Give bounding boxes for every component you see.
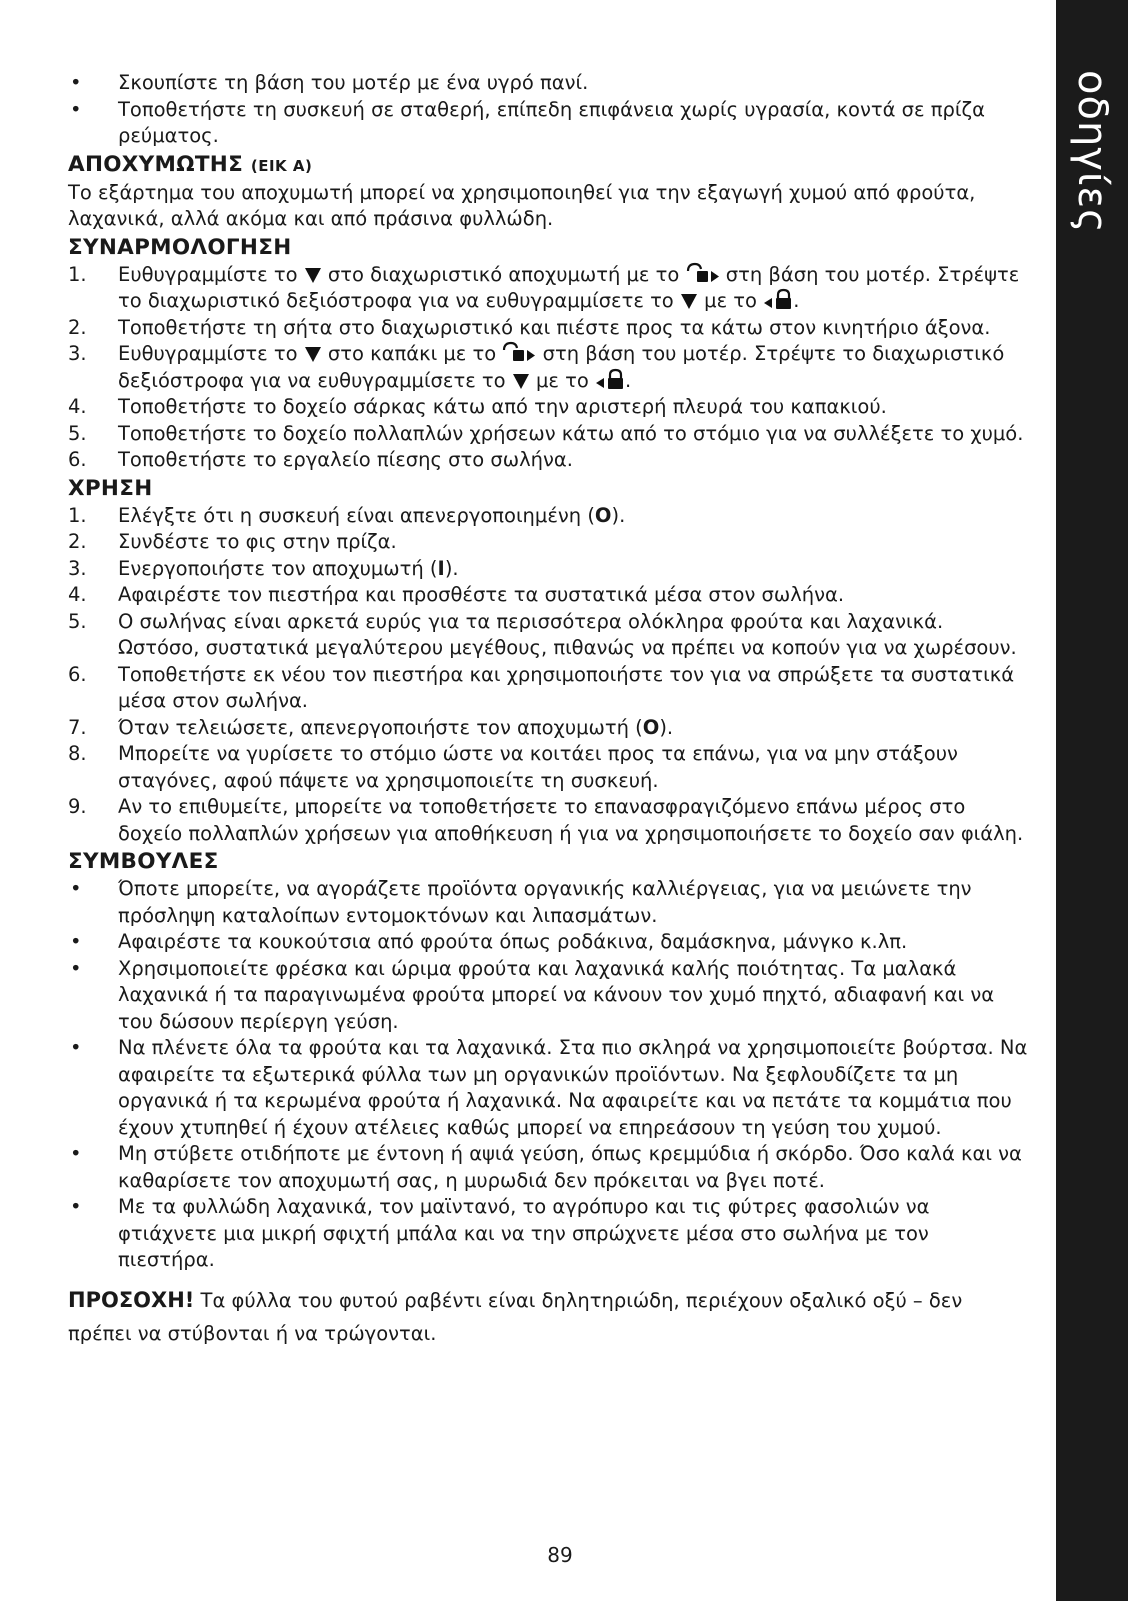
step-number: 2. [68,315,87,339]
tip-text: Αφαιρέστε τα κουκούτσια από φρούτα όπως ροδάκινα, δαμάσκηνα, μάνγκο κ.λπ. [118,930,908,953]
list-item [68,956,1028,1036]
bullet-text: Σκουπίστε τη βάση του μοτέρ με ένα υγρό πανί. [118,71,589,94]
bullet-marker: • [70,1036,82,1059]
arrow-lock-icon [595,368,625,390]
usage-step [68,582,1028,609]
step-number: 3. [68,556,87,580]
tip-text: Όποτε μπορείτε, να αγοράζετε προϊόντα οργανικής καλλιέργειας, για να μειώνετε την πρόσληψη καταλοίπων εντομοκτόνων και λιπασμάτων. [118,877,972,927]
step-text: στο διαχωριστικό αποχυμωτή με το [327,262,680,286]
bullet-marker: • [70,97,82,121]
step-text: Τοποθετήστε τη σήτα στο διαχωριστικό και πιέστε προς τα κάτω στον κινητήριο άξονα. [118,315,991,339]
assembly-step [68,315,1028,342]
bullet-marker: • [70,930,82,953]
juicer-text: Το εξάρτημα του αποχυμωτή μπορεί να χρησιμοποιηθεί για την εξαγωγή χυμού από φρούτα, λαχανικά, αλλά ακόμα και από πράσινα φυλλώδη. [68,180,976,230]
usage-step [68,741,1028,794]
bullet-marker: • [70,1195,82,1218]
step-text: Ευθυγραμμίστε το [118,342,298,365]
page-number: 89 [547,1543,573,1567]
usage-step [68,794,1028,847]
arrow-lock-icon [763,288,793,310]
list-item [68,1141,1028,1194]
assembly-step [68,447,1028,474]
warning-text: Τα φύλλα του φυτού ραβέντι είναι δηλητηριώδη, περιέχουν οξαλικό οξύ – δεν πρέπει να στύβονται ή να τρώγονται. [68,1288,963,1345]
list-item [68,1194,1028,1274]
warning-note [68,1284,1028,1350]
step-number: 1. [68,503,87,527]
step-number: 7. [68,715,87,739]
step-number: 5. [68,609,87,633]
warning-label: ΠΡΟΣΟΧΗ! [68,1287,195,1312]
step-number: 3. [68,342,87,365]
step-number: 4. [68,395,87,418]
step-text: . [793,289,800,312]
step-number: 9. [68,795,87,818]
bullet-marker: • [70,877,82,900]
usage-step [68,715,1028,742]
step-text: στο καπάκι με το [327,342,497,365]
step-text: Ελέγξτε ότι η συσκευή είναι απενεργοποιημένη ( [118,503,595,527]
bullet-marker: • [70,71,82,94]
unlock-arrow-icon [502,341,536,363]
step-text: Τοποθετήστε το δοχείο σάρκας κάτω από την αριστερή πλευρά του καπακιού. [118,395,887,418]
off-symbol: O [642,715,660,739]
triangle-down-icon [512,372,530,390]
usage-step [68,556,1028,583]
side-tab [1056,0,1128,1601]
triangle-down-icon [680,292,698,310]
step-text: Ο σωλήνας είναι αρκετά ευρύς για τα περισσότερα ολόκληρα φρούτα και λαχανικά. Ωστόσο, συστατικά μεγαλύτερου μεγέθους, πιθανώς να πρέπει να κοπούν για να χωρέσουν. [118,609,1017,659]
on-symbol: I [437,556,445,580]
side-tab-label: οδηγίες [1069,70,1115,234]
list-item [68,929,1028,956]
usage-step [68,609,1028,662]
step-text: με το [536,368,589,392]
step-number: 6. [68,662,87,686]
tip-text: Να πλένετε όλα τα φρούτα και τα λαχανικά. Στα πιο σκληρά να χρησιμοποιείτε βούρτσα. Να αφαιρείτε τα εξωτερικά φύλλα των μη οργανικών προϊόντων. Να ξεφλουδίζετε τα μη οργανικά ή τα κερωμένα φρούτα ή λαχανικά. Να αφαιρείτε και να πετάτε τα κομμάτια που έχουν χτυπηθεί ή έχουν ατέλειες καθώς μπορεί να επηρεάσουν τη γεύση του χυμού. [118,1036,1028,1139]
step-number: 8. [68,742,87,765]
step-text: ). [611,503,626,527]
juicer-title: ΑΠΟΧΥΜΩΤΗΣ [68,151,244,177]
juicer-subtitle: (ΕΙΚ A) [250,156,313,175]
manual-content [68,70,1028,1350]
step-number: 6. [68,448,87,471]
triangle-down-icon [304,266,322,284]
assembly-step [68,262,1028,315]
juicer-heading [68,151,1028,180]
assembly-step [68,394,1028,421]
usage-heading: ΧΡΗΣΗ [68,475,153,501]
step-text: Τοποθετήστε το δοχείο πολλαπλών χρήσεων κάτω από το στόμιο για να συλλέξετε το χυμό. [118,421,1024,445]
step-text: στη βάση του μοτέρ. Στρέψτε το διαχωριστικό δεξιόστροφα για να ευθυγραμμίσετε το [118,262,1020,312]
tip-text: Χρησιμοποιείτε φρέσκα και ώριμα φρούτα και λαχανικά καλής ποιότητας. Τα μαλακά λαχανικά ή τα παραγινωμένα φρούτα μπορεί να κάνουν τον χυμό πηχτό, αδιαφανή και να του δώσουν περίεργη γεύση. [118,956,995,1033]
step-number: 1. [68,262,87,286]
list-item [68,1035,1028,1141]
step-text: Συνδέστε το φις στην πρίζα. [118,530,397,553]
step-text: Τοποθετήστε το εργαλείο πίεσης στο σωλήνα. [118,448,573,471]
bullet-marker: • [70,956,82,980]
step-text: Ενεργοποιήστε τον αποχυμωτή ( [118,556,438,580]
off-symbol: O [594,503,612,527]
step-text: με το [704,289,757,312]
step-text: Τοποθετήστε εκ νέου τον πιεστήρα και χρησιμοποιήστε τον για να σπρώξετε τα συστατικά μέσα στον σωλήνα. [118,662,1015,712]
assembly-step [68,421,1028,448]
assembly-heading: ΣΥΝΑΡΜΟΛΟΓΗΣΗ [68,234,292,260]
list-item [68,70,1028,97]
bullet-marker: • [70,1142,82,1165]
unlock-arrow-icon [686,262,720,284]
step-text: Αν το επιθυμείτε, μπορείτε να τοποθετήσετε το επανασφραγιζόμενο επάνω μέρος στο δοχείο πολλαπλών χρήσεων για αποθήκευση ή για να χρησιμοποιήσετε το δοχείο σαν φιάλη. [118,795,1024,845]
tips-heading: ΣΥΜΒΟΥΛΕΣ [68,849,219,874]
step-number: 4. [68,583,87,606]
step-text: Όταν τελειώσετε, απενεργοποιήστε τον αποχυμωτή ( [118,715,643,739]
usage-step [68,503,1028,530]
list-item [68,97,1028,150]
step-text: Μπορείτε να γυρίσετε το στόμιο ώστε να κοιτάει προς τα επάνω, για να μην στάξουν σταγόνες, αφού πάψετε να χρησιμοποιείτε τη συσκευή. [118,742,958,792]
tip-text: Μη στύβετε οτιδήποτε με έντονη ή αψιά γεύση, όπως κρεμμύδια ή σκόρδο. Όσο καλά και να καθαρίσετε τον αποχυμωτή σας, η μυρωδιά δεν πρόκειται να βγει ποτέ. [118,1142,1022,1192]
list-item [68,876,1028,929]
step-text: στη βάση του μοτέρ. Στρέψτε το διαχωριστικό δεξιόστροφα για να ευθυγραμμίσετε το [118,342,1005,392]
step-text: ). [659,715,674,739]
step-number: 2. [68,530,87,553]
usage-step [68,529,1028,556]
triangle-down-icon [304,345,322,363]
step-number: 5. [68,421,87,445]
assembly-step [68,341,1028,394]
tip-text: Με τα φυλλώδη λαχανικά, τον μαϊντανό, το αγρόπυρο και τις φύτρες φασολιών να φτιάχνετε μια μικρή σφιχτή μπάλα και να την σπρώχνετε μέσα στο σωλήνα με τον πιεστήρα. [118,1195,930,1271]
step-text: Αφαιρέστε τον πιεστήρα και προσθέστε τα συστατικά μέσα στον σωλήνα. [118,583,845,606]
step-text: . [625,368,632,392]
bullet-text: Τοποθετήστε τη συσκευή σε σταθερή, επίπεδη επιφάνεια χωρίς υγρασία, κοντά σε πρίζα ρεύματος. [118,97,985,147]
step-text: Ευθυγραμμίστε το [118,262,298,286]
step-text: ). [444,556,459,580]
usage-step [68,662,1028,715]
